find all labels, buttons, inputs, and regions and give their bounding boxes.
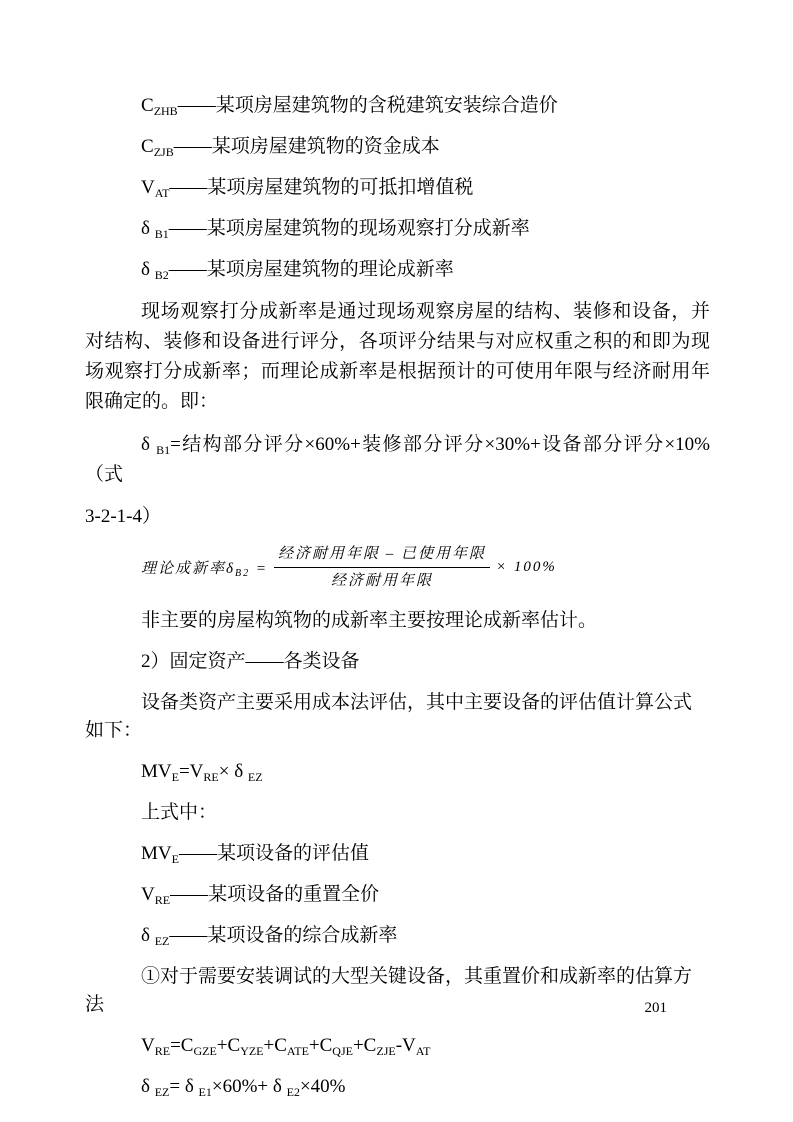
definition-delta-b2: δ $_{B2}$——某项房屋建筑物的理论成新率 xyxy=(141,259,454,282)
definition-delta-b1: δ $_{B1}$——某项房屋建筑物的现场观察打分成新率 xyxy=(141,218,530,241)
page-content xyxy=(85,92,710,1114)
formula-theoretical-newness-rate xyxy=(85,544,710,591)
paragraph-equipment-method: 设备类资产主要采用成本法评估，其中主要设备的评估值计算公式如下： xyxy=(85,692,693,741)
fraction xyxy=(274,544,490,591)
paragraph-nonmajor-structures: 非主要的房屋构筑物的成新率主要按理论成新率估计。 xyxy=(141,610,598,631)
formula-mve: $MV_E=V_{RE}\times \delta$ $_{EZ}$ xyxy=(141,761,263,784)
formula-delta-b1: δ $_{B1}$=结构部分评分×60%+装修部分评分×30%+设备部分评分×10%（式 xyxy=(85,434,710,485)
formula-delta-b1-continuation: 3-2-1-4） xyxy=(85,506,161,527)
definition-mve: $MV_E——$某项设备的评估值 xyxy=(141,843,369,866)
formula-prefix: 理论成新率$\delta_{B2}$ = xyxy=(141,561,268,579)
paragraph-large-key-equipment: ①对于需要安装调试的大型关键设备，其重置价和成新率的估算方法 xyxy=(85,966,693,1015)
heading-fixed-assets-equipment: 2）固定资产——各类设备 xyxy=(141,651,360,672)
page-number: 201 xyxy=(644,1000,667,1016)
definition-vre: $V_{RE}——$某项设备的重置全价 xyxy=(141,884,380,907)
definition-delta-ez: δ $_{EZ}$——某项设备的综合成新率 xyxy=(141,925,398,948)
definition-czjb: $C_{ZJB}——$某项房屋建筑物的资金成本 xyxy=(141,136,440,159)
formula-vre-components: $V_{RE}=C_{GZE}+C_{YZE}+C_{ATE}+C_{QJE}+C_{ZJE}-V_{AT}$ xyxy=(141,1035,431,1058)
fraction-denominator: 经济耐用年限 xyxy=(330,573,433,589)
label-in-formula: 上式中： xyxy=(141,802,218,823)
fraction-numerator: 经济耐用年限 – 已使用年限 xyxy=(274,544,490,568)
definition-czhb: $C_{ZHB}——$某项房屋建筑物的含税建筑安装综合造价 xyxy=(141,95,558,118)
formula-suffix: × 100% xyxy=(495,559,557,575)
paragraph-site-observation: 现场观察打分成新率是通过现场观察房屋的结构、装修和设备，并对结构、装修和设备进行评分，各项评分结果与对应权重之积的和即为现场观察打分成新率；而理论成新率是根据预计的可使用年限与经济耐用年限确定的。即： xyxy=(85,301,710,412)
definition-vat: $V_{AT}——$某项房屋建筑物的可抵扣增值税 xyxy=(141,177,474,200)
formula-delta-ez-weighted: δ $_{EZ}$= δ $_{E1}$×60%+ δ $_{E2}$×40% xyxy=(141,1076,346,1099)
